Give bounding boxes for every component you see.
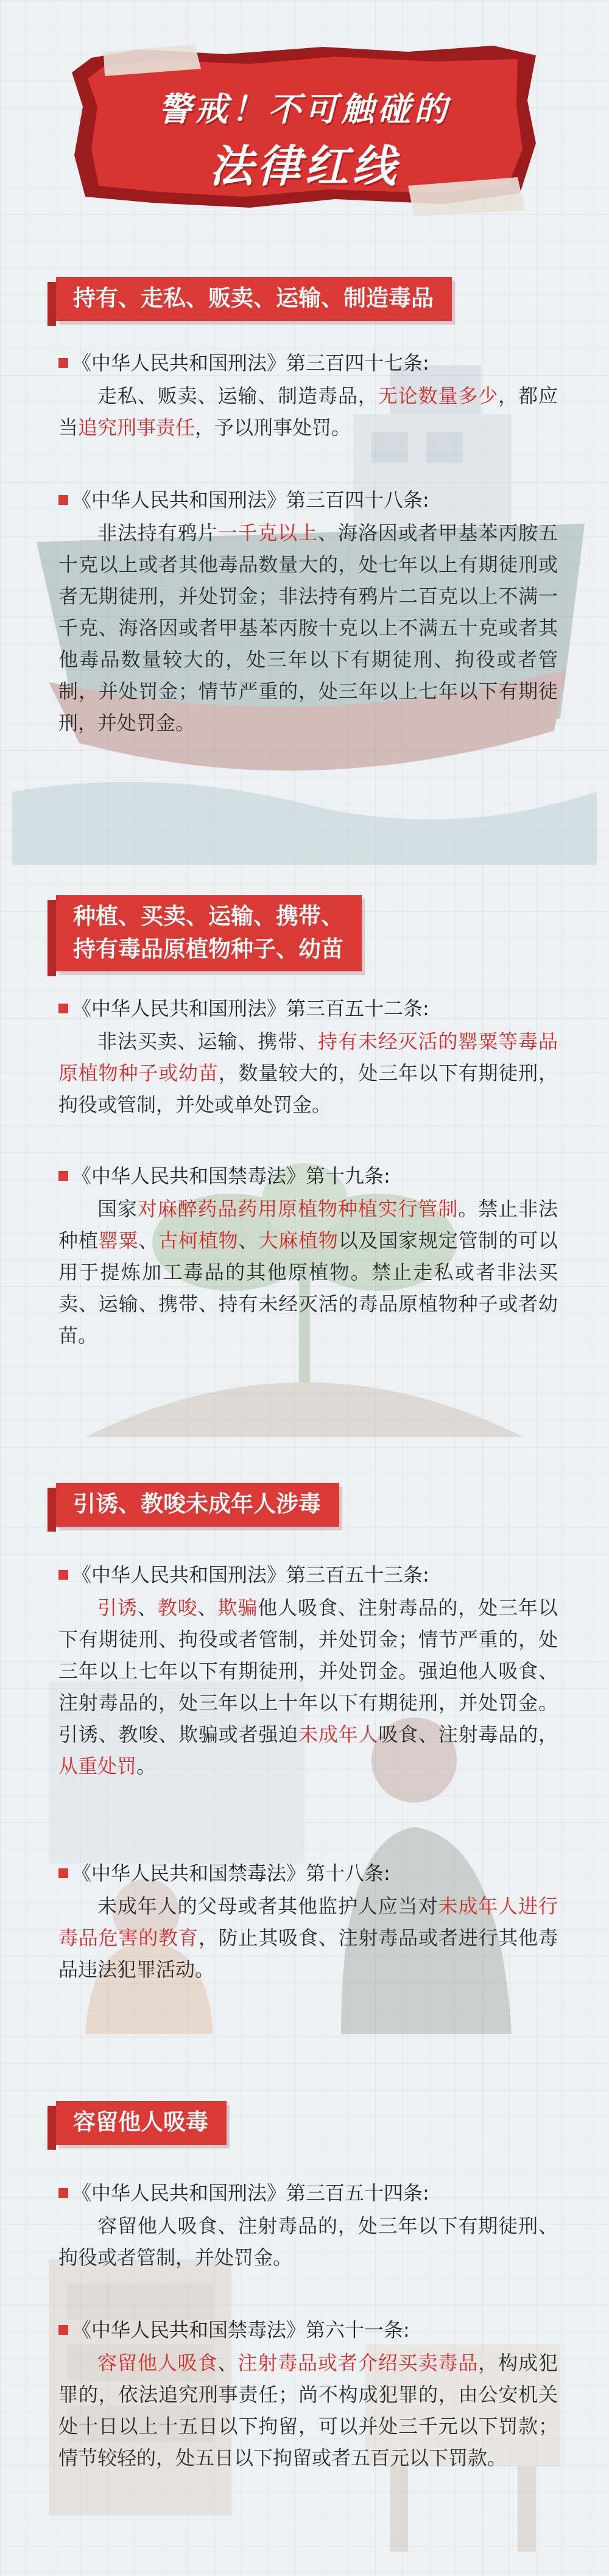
law-clause: 第三百四十七条: <box>286 351 429 375</box>
highlight-run: 教唆 <box>157 1596 198 1619</box>
bullet-square-icon <box>58 358 68 368</box>
bullet-square-icon <box>58 2325 68 2335</box>
article-narcotics-law-18 <box>58 1857 558 1985</box>
law-name: 《中华人民共和国禁毒法》 <box>72 1164 306 1188</box>
highlight-run: 对麻醉药品药用原植物种植实行管制 <box>137 1197 459 1220</box>
law-clause: 第十八条: <box>306 1862 390 1885</box>
article-body <box>58 1193 558 1351</box>
article-criminal-law-352 <box>58 993 558 1121</box>
text-run: 以及国家规定管制的可以用于提炼加工毒品的其他原植物。禁止走私或者非法买卖、运输、携带、持有未经灭活的毒品原植物种子或者幼苗。 <box>58 1229 558 1347</box>
text-run: 容留他人吸食、注射毒品的，处三年以下有期徒刑、拘役或者管制，并处罚金。 <box>58 2214 558 2269</box>
highlight-run: 追究刑事责任 <box>78 416 195 439</box>
article-criminal-law-347 <box>58 347 558 443</box>
article-body <box>58 517 558 739</box>
text-run: 、海洛因或者甲基苯丙胺五十克以上或者其他毒品数量大的，处七年以上有期徒刑或者无期徒刑，并处罚金；非法持有鸦片二百克以上不满一千克、海洛因或者甲基苯丙胺十克以上不满五十克或者其他毒品数量较大的，处三年以下有期徒刑、拘役或者管制，并处罚金；情节严重的，处三年以上七年以下有期徒刑，并处罚金。 <box>58 521 558 734</box>
article-body <box>58 1026 558 1121</box>
banner-title-line1: 警戒！不可触碰的 <box>158 90 451 128</box>
law-clause: 第三百五十二条: <box>286 997 429 1020</box>
article-body <box>58 2210 558 2273</box>
text-run: 国家 <box>97 1197 138 1220</box>
highlight-run: 引诱 <box>97 1596 138 1619</box>
section-tag-harboring <box>56 2101 227 2145</box>
text-run: ，构成犯罪的，依法追究刑事责任；尚不构成犯罪的，由公安机关处十日以上十五日以下拘留，可以并处三千元以下罚款；情节较轻的，处五日以下拘留或者五百元以下罚款。 <box>58 2351 558 2469</box>
article-criminal-law-348 <box>58 484 558 739</box>
highlight-run: 一千克以上 <box>217 521 318 544</box>
text-run: 非法买卖、运输、携带、 <box>97 1030 318 1053</box>
title-banner <box>67 33 542 216</box>
text-run: 、 <box>137 1596 158 1619</box>
highlight-run: 从重处罚 <box>58 1754 137 1778</box>
law-name: 《中华人民共和国刑法》 <box>72 997 287 1020</box>
article-body <box>58 1592 558 1782</box>
text-run: 吸食、注射毒品的， <box>378 1723 558 1746</box>
law-clause: 第十九条: <box>306 1164 390 1188</box>
article-criminal-law-354 <box>58 2177 558 2273</box>
bullet-square-icon <box>58 1868 68 1878</box>
bullet-square-icon <box>58 2188 68 2198</box>
article-heading <box>58 1160 558 1192</box>
law-name: 《中华人民共和国刑法》 <box>72 2181 287 2205</box>
law-name: 《中华人民共和国禁毒法》 <box>72 1862 306 1885</box>
section-tag-line: 容留他人吸毒 <box>73 2109 208 2135</box>
highlight-run: 未成年人 <box>298 1723 379 1746</box>
text-run: ，数量较大的，处三年以下有期徒刑，拘役或管制，并处或单处罚金。 <box>58 1061 558 1116</box>
text-run: ，都应当 <box>58 384 558 439</box>
text-run: 他人吸食、注射毒品的，处三年以下有期徒刑、拘役或者管制，并处罚金；情节严重的，处三年以上七年以下有期徒刑，并处罚金。强迫他人吸食、注射毒品的，处三年以上十年以下有期徒刑，并处罚金。引诱、教唆、欺骗或者强迫 <box>58 1596 558 1746</box>
article-heading <box>58 484 558 516</box>
highlight-run: 持有未经灭活的罂粟等毒品原植物种子或幼苗 <box>58 1030 558 1085</box>
law-clause: 第六十一条: <box>306 2318 410 2342</box>
banner-title-line2: 法律红线 <box>209 141 400 192</box>
article-heading <box>58 1559 558 1591</box>
highlight-run: 大麻植物 <box>258 1229 339 1252</box>
highlight-run: 容留他人吸食 <box>97 2351 218 2374</box>
text-run: 。禁止非法种植 <box>58 1197 558 1252</box>
text-run: ，防止其吸食、注射毒品或者进行其他毒品违法犯罪活动。 <box>58 1926 558 1981</box>
section-tag-possession <box>56 277 452 321</box>
text-run: ，予以刑事处罚。 <box>195 416 351 439</box>
text-run: 走私、贩卖、运输、制造毒品， <box>97 384 378 407</box>
article-narcotics-law-19 <box>58 1160 558 1351</box>
article-body <box>58 2347 558 2474</box>
highlight-run: 古柯植物 <box>158 1229 239 1252</box>
text-run: 未成年人的父母或者其他监护人应当对 <box>97 1895 438 1918</box>
article-narcotics-law-61 <box>58 2314 558 2474</box>
article-criminal-law-353 <box>58 1559 558 1782</box>
section-tag-line: 种植、买卖、运输、携带、 <box>73 903 343 929</box>
text-run: 、 <box>238 1229 259 1252</box>
article-heading <box>58 1857 558 1889</box>
article-heading <box>58 2177 558 2209</box>
article-body <box>58 1890 558 1985</box>
law-name: 《中华人民共和国禁毒法》 <box>72 2318 306 2342</box>
section-tag-line: 持有、走私、贩卖、运输、制造毒品 <box>73 285 434 311</box>
section-tag-line: 引诱、教唆未成年人涉毒 <box>73 1491 321 1517</box>
law-name: 《中华人民共和国刑法》 <box>72 351 287 375</box>
article-heading <box>58 2314 558 2346</box>
highlight-run: 注射毒品或者介绍买卖毒品 <box>238 2351 479 2374</box>
article-heading <box>58 347 558 379</box>
text-run: 、 <box>138 1229 159 1252</box>
highlight-run: 罂粟 <box>98 1229 139 1252</box>
law-name: 《中华人民共和国刑法》 <box>72 488 287 512</box>
bullet-square-icon <box>58 1171 68 1181</box>
law-clause: 第三百五十四条: <box>286 2181 429 2205</box>
bullet-square-icon <box>58 495 68 505</box>
highlight-run: 欺骗 <box>217 1596 258 1619</box>
text-run: 。 <box>136 1754 157 1778</box>
law-name: 《中华人民共和国刑法》 <box>72 1563 287 1586</box>
highlight-run: 无论数量多少 <box>378 384 499 407</box>
section-tag-line: 持有毒品原植物种子、幼苗 <box>73 935 343 962</box>
law-clause: 第三百四十八条: <box>286 488 429 512</box>
text-run: 非法持有鸦片 <box>97 521 218 544</box>
article-heading <box>58 993 558 1024</box>
bullet-square-icon <box>58 1570 68 1580</box>
text-run: 、 <box>197 1596 218 1619</box>
bullet-square-icon <box>58 1004 68 1013</box>
section-tag-planting <box>56 895 362 971</box>
text-run: 、 <box>217 2351 238 2374</box>
article-body <box>58 380 558 443</box>
law-clause: 第三百五十三条: <box>286 1563 429 1586</box>
highlight-run: 未成年人进行毒品危害的教育 <box>58 1895 558 1949</box>
section-tag-minors <box>56 1483 339 1527</box>
